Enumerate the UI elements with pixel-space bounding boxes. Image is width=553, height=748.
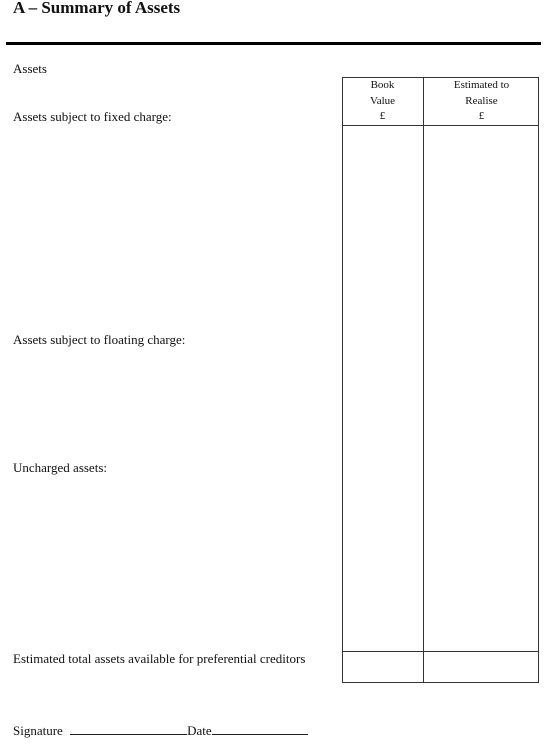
column-header-line: Realise — [465, 94, 498, 107]
column-header-line: Book — [370, 79, 395, 91]
column-header-line: Estimated to — [453, 79, 510, 91]
date-field[interactable] — [212, 722, 308, 735]
fixed-charge-label: Assets subject to fixed charge: — [13, 109, 172, 124]
column-header-line: Value — [369, 94, 396, 107]
total-row-divider — [342, 651, 539, 652]
header-divider — [342, 125, 539, 126]
signature-field[interactable] — [70, 722, 187, 735]
values-table — [342, 77, 539, 683]
floating-charge-label: Assets subject to floating charge: — [13, 332, 186, 347]
currency-symbol: £ — [478, 110, 485, 122]
currency-symbol: £ — [379, 110, 386, 122]
column-header-estimated-to-realise — [424, 78, 539, 125]
page-title: A – Summary of Assets — [13, 0, 181, 17]
date-label: Date — [187, 723, 212, 738]
column-header-book-value — [342, 78, 423, 125]
total-assets-label: Estimated total assets available for preferential creditors — [13, 651, 306, 666]
signature-label: Signature — [13, 723, 63, 738]
title-divider — [6, 42, 541, 45]
signature-row — [13, 722, 308, 739]
column-divider — [423, 77, 424, 683]
assets-heading: Assets — [13, 61, 47, 76]
uncharged-assets-label: Uncharged assets: — [13, 460, 107, 475]
